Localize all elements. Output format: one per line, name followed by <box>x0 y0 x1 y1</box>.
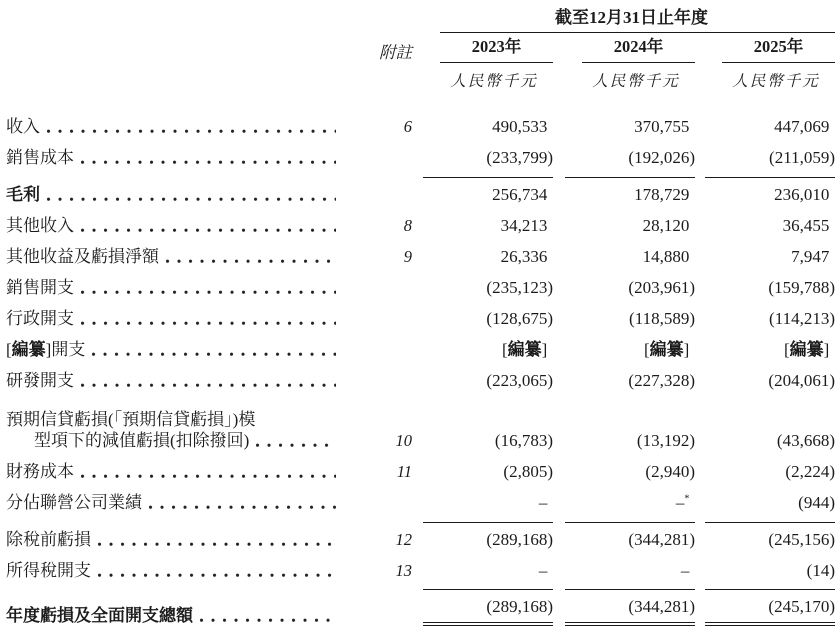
row-label-text: 行政開支 <box>6 308 74 328</box>
row-label-text: 所得稅開支 <box>6 560 91 580</box>
row-label <box>0 529 340 552</box>
row-value-2025年 <box>695 493 835 515</box>
row-note <box>340 205 412 207</box>
year-column-2024 <box>553 33 695 65</box>
row-value: (13,192) <box>636 431 695 450</box>
row-label <box>0 246 340 269</box>
year-header-2023: 2023年 <box>440 33 553 63</box>
year-header-2025: 2025年 <box>722 33 835 63</box>
row-value-2025年 <box>695 278 835 300</box>
row-value-2024年 <box>553 335 695 362</box>
row-value-2023年 <box>412 589 553 628</box>
row-label <box>0 461 340 484</box>
row-note: 8 <box>403 216 412 235</box>
row-value: 36,455 <box>782 216 830 235</box>
row-value: (14) <box>806 561 835 580</box>
row-label <box>0 560 340 583</box>
row-value: (204,061) <box>768 371 835 390</box>
unit-header-2025: 人民幣千元 <box>732 73 820 90</box>
row-label <box>0 492 340 515</box>
row-value: 178,729 <box>565 177 695 205</box>
row-value: (203,961) <box>628 278 695 297</box>
row-value: 447,069 <box>774 117 830 136</box>
table-row <box>0 362 835 393</box>
row-value: (128,675) <box>486 309 553 328</box>
row-note: 9 <box>403 247 412 266</box>
row-label <box>0 605 340 628</box>
row-value: (944) <box>798 493 835 512</box>
row-value-2023年 <box>412 117 553 139</box>
row-label-line1 <box>6 409 340 430</box>
row-value: 490,533 <box>492 117 548 136</box>
dot-leader <box>92 351 336 357</box>
row-label-text: 分佔聯營公司業績 <box>6 492 142 512</box>
dot-leader <box>256 442 336 448</box>
row-value-2024年 <box>553 371 695 393</box>
row-value-2024年 <box>553 177 695 207</box>
row-value-2023年 <box>412 561 553 583</box>
row-value: (289,168) <box>423 522 553 550</box>
row-note <box>340 168 412 170</box>
unit-column-2025 <box>695 69 835 95</box>
row-note <box>340 360 412 362</box>
row-value: – <box>538 493 548 512</box>
table-row <box>0 108 835 139</box>
row-label-text: [編纂]開支 <box>6 339 86 359</box>
row-value-2023年 <box>412 148 553 170</box>
row-value-2024年 <box>553 462 695 484</box>
row-note <box>340 298 412 300</box>
note-column-header: 附註 <box>379 43 412 62</box>
row-value-2024年 <box>553 117 695 139</box>
row-label-text: 型項下的減值虧損(扣除撥回) <box>34 430 250 450</box>
dot-leader <box>81 227 336 233</box>
row-value: (223,065) <box>486 371 553 390</box>
row-value: – <box>680 561 690 580</box>
row-value-2024年 <box>553 247 695 269</box>
row-value-2025年 <box>695 589 835 628</box>
row-value-2024年 <box>553 216 695 238</box>
table-header-years-row <box>0 32 835 65</box>
row-label <box>0 215 340 238</box>
row-value: (114,213) <box>769 309 835 328</box>
row-value-2025年 <box>695 247 835 269</box>
row-value-2023年 <box>412 177 553 207</box>
table-header-period-row <box>0 3 835 32</box>
row-value: 7,947 <box>791 247 830 266</box>
row-value: (227,328) <box>628 371 695 390</box>
dot-leader <box>81 320 336 326</box>
dot-leader <box>47 196 336 202</box>
row-label <box>0 277 340 300</box>
row-value: (2,805) <box>503 462 553 481</box>
table-row <box>0 552 835 583</box>
row-label <box>0 339 340 362</box>
unit-column-2023 <box>412 69 553 95</box>
table-row <box>0 331 835 362</box>
row-value-2023年 <box>412 522 553 552</box>
table-row <box>0 238 835 269</box>
row-value-2025年 <box>695 117 835 139</box>
table-rows <box>0 108 835 628</box>
row-label <box>0 184 340 207</box>
row-value: 28,120 <box>642 216 690 235</box>
row-label-line2 <box>6 430 340 451</box>
period-header-underline <box>440 3 835 33</box>
period-header: 截至12月31日止年度 <box>555 8 708 27</box>
table-header-units-row <box>0 65 835 95</box>
dot-leader <box>200 617 336 623</box>
row-note <box>340 626 412 628</box>
row-note: 13 <box>395 561 412 580</box>
row-value-2023年 <box>412 278 553 300</box>
dot-leader <box>81 382 336 388</box>
row-label <box>0 116 340 139</box>
row-note <box>340 329 412 331</box>
year-column-2025 <box>695 33 835 65</box>
dot-leader <box>149 504 336 510</box>
table-row <box>0 484 835 515</box>
row-note: 11 <box>396 462 412 481</box>
row-label-text: 其他收入 <box>6 215 74 235</box>
year-column-2023 <box>412 33 553 65</box>
row-value: [編纂] <box>501 340 548 359</box>
row-value-2023年 <box>412 247 553 269</box>
row-value: (245,156) <box>705 522 835 550</box>
row-value: (118,589) <box>629 309 695 328</box>
row-label-text: 除稅前虧損 <box>6 529 91 549</box>
unit-header-2023: 人民幣千元 <box>450 73 538 90</box>
row-value: 34,213 <box>500 216 548 235</box>
row-value: – <box>538 561 548 580</box>
row-note: 6 <box>403 117 412 136</box>
row-value-2025年 <box>695 561 835 583</box>
period-header-group <box>412 3 835 33</box>
row-value-2024年 <box>553 522 695 552</box>
dot-leader <box>47 128 336 134</box>
table-row <box>0 453 835 484</box>
dot-leader <box>166 258 336 264</box>
year-header-2024: 2024年 <box>582 33 695 63</box>
row-label-text: 預期信貸虧損(「預期信貸虧損」)模 <box>6 409 256 429</box>
row-label-text: 年度虧損及全面開支總額 <box>6 605 193 625</box>
row-label <box>0 409 340 454</box>
row-label-text: 銷售成本 <box>6 147 74 167</box>
row-value: (235,123) <box>486 278 553 297</box>
row-value-2025年 <box>695 371 835 393</box>
row-value: 236,010 <box>705 177 835 205</box>
row-note <box>340 513 412 515</box>
dot-leader <box>98 541 336 547</box>
table-row <box>0 139 835 170</box>
row-value-2025年 <box>695 462 835 484</box>
dot-leader <box>98 572 336 578</box>
row-value-2023年 <box>412 216 553 238</box>
row-value: (245,170) <box>705 589 835 626</box>
row-value: –* <box>675 493 690 512</box>
row-value: (159,788) <box>768 278 835 297</box>
row-value-2023年 <box>412 493 553 515</box>
row-value-2023年 <box>412 309 553 331</box>
row-value-2023年 <box>412 371 553 393</box>
dot-leader <box>81 473 336 479</box>
row-note: 10 <box>395 431 412 450</box>
row-value-2025年 <box>695 177 835 207</box>
row-value-2024年 <box>553 309 695 331</box>
row-value-2024年 <box>553 431 695 453</box>
row-value-2024年 <box>553 493 695 515</box>
row-value: (211,059) <box>769 148 835 167</box>
unit-column-2024 <box>553 69 695 95</box>
row-value: 370,755 <box>634 117 690 136</box>
table-row <box>0 176 835 207</box>
row-label-text: 研發開支 <box>6 370 74 390</box>
row-label-text: 毛利 <box>6 184 40 204</box>
row-value-2024年 <box>553 278 695 300</box>
row-value: (344,281) <box>565 589 695 626</box>
row-value: (192,026) <box>628 148 695 167</box>
row-value-2024年 <box>553 148 695 170</box>
table-row <box>0 269 835 300</box>
row-value-2025年 <box>695 148 835 170</box>
row-value-2025年 <box>695 431 835 453</box>
row-value: 26,336 <box>500 247 548 266</box>
dot-leader <box>81 159 336 165</box>
row-value-2023年 <box>412 431 553 453</box>
row-label-text: 銷售開支 <box>6 277 74 297</box>
row-value: (344,281) <box>565 522 695 550</box>
row-note <box>340 391 412 393</box>
row-value: (2,940) <box>645 462 695 481</box>
row-label-text: 收入 <box>6 116 40 136</box>
row-value: (289,168) <box>423 589 553 626</box>
row-value-2024年 <box>553 561 695 583</box>
row-label <box>0 308 340 331</box>
row-value-2025年 <box>695 335 835 362</box>
row-value-2024年 <box>553 589 695 628</box>
row-note: 12 <box>395 530 412 549</box>
row-label-text: 其他收益及虧損淨額 <box>6 246 159 266</box>
row-label <box>0 147 340 170</box>
row-value: (233,799) <box>486 148 553 167</box>
row-value: (16,783) <box>494 431 553 450</box>
unit-header-2024: 人民幣千元 <box>592 73 680 90</box>
row-value: (2,224) <box>785 462 835 481</box>
row-value-2023年 <box>412 335 553 362</box>
row-value-2025年 <box>695 216 835 238</box>
row-value-2025年 <box>695 309 835 331</box>
row-label <box>0 370 340 393</box>
row-value: 14,880 <box>642 247 690 266</box>
dot-leader <box>81 289 336 295</box>
table-row <box>0 207 835 238</box>
table-row <box>0 589 835 628</box>
table-row <box>0 521 835 552</box>
table-row <box>0 300 835 331</box>
row-value: [編纂] <box>783 340 830 359</box>
row-value: (43,668) <box>776 431 835 450</box>
table-row <box>0 393 835 453</box>
row-value: 256,734 <box>423 177 553 205</box>
row-value-2025年 <box>695 522 835 552</box>
row-label-text: 財務成本 <box>6 461 74 481</box>
row-value-2023年 <box>412 462 553 484</box>
row-value: [編纂] <box>643 340 690 359</box>
